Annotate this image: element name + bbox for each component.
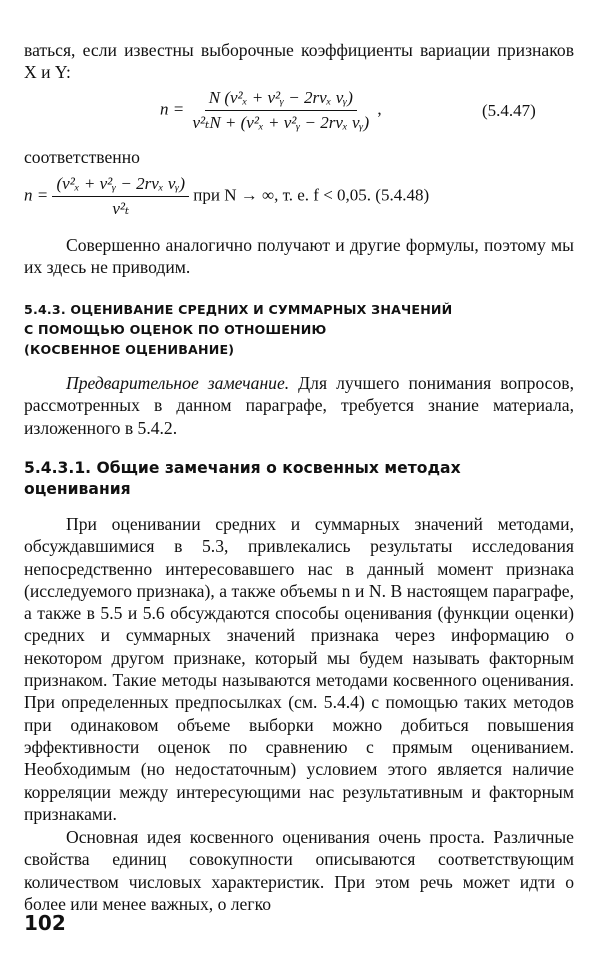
page-number: 102 <box>24 911 66 935</box>
equation-comma: , <box>377 99 382 119</box>
equation-lhs: n = <box>24 185 49 205</box>
equation-fraction <box>188 88 373 133</box>
equation-fraction <box>52 174 189 219</box>
equation-number: (5.4.48) <box>375 185 430 205</box>
remark-text: Для лучшего понимания вопросов, рассмотренных в данном параграфе, требуется знание материала, изложенного в 5.4.2. <box>24 373 574 438</box>
section-heading <box>24 300 544 360</box>
between-text: соответственно <box>24 147 140 167</box>
equation-5-4-48 <box>24 174 429 219</box>
subsection-heading-line: оценивания <box>24 480 131 498</box>
equation-5-4-47 <box>160 88 382 133</box>
equation-numerator: N (v²ₓ + v²ᵧ − 2rvₓ vᵧ) <box>205 88 357 111</box>
equation-number: (5.4.47) <box>482 101 536 120</box>
remark-paragraph <box>24 372 574 439</box>
equation-denominator: v²ₜN + (v²ₓ + v²ᵧ − 2rvₓ vᵧ) <box>192 113 370 132</box>
section-heading-line: (КОСВЕННОЕ ОЦЕНИВАНИЕ) <box>24 342 235 357</box>
subsection-heading-line: 5.4.3.1. Общие замечания о косвенных методах <box>24 459 461 477</box>
top-paragraph: ваться, если известны выборочные коэффициенты вариации признаков X и Y: <box>24 40 574 83</box>
body-paragraph-1: При оценивании средних и суммарных значений методами, обсуждавшимися в 5.3, привлекались результаты исследования непосредственно интересовавшего нас в данный момент признака (исследуемого признака), а также объемы n и N. В настоящем параграфе, а также в 5.5 и 5.6 обсуждаются способы оценивания (функции оценки) средних и суммарных значений признака через информацию о некотором другом признаке, который мы будем называть факторным признаком. Такие методы называются методами косвенного оценивания. При определенных предпосылках (см. 5.4.4) с помощью таких методов при одинаковом объеме выборки можно добиться повышения эффективности оценок по сравнению с прямым оцениванием. Необходимым (но недостаточным) условием этого является наличие корреляции между интересующими нас результативным и факторным признаками. <box>24 514 574 824</box>
body-paragraph-2: Основная идея косвенного оценивания очень проста. Различные свойства единиц совокупности описываются соответствующим количеством числовых характеристик. При этом речь может идти о более или менее важных, о легко <box>24 827 574 914</box>
after-equation-paragraph: Совершенно аналогично получают и другие формулы, поэтому мы их здесь не приводим. <box>24 235 574 278</box>
section-heading-line: 5.4.3. ОЦЕНИВАНИЕ СРЕДНИХ И СУММАРНЫХ ЗНАЧЕНИЙ <box>24 302 453 317</box>
equation-denominator: v²ₜ <box>112 199 130 218</box>
subsection-heading <box>24 458 564 500</box>
equation-numerator: (v²ₓ + v²ᵧ − 2rvₓ vᵧ) <box>52 174 189 197</box>
equation-condition: при N → ∞, т. е. f < 0,05. <box>193 185 372 205</box>
section-heading-line: С ПОМОЩЬЮ ОЦЕНОК ПО ОТНОШЕНИЮ <box>24 322 327 337</box>
equation-lhs: n = <box>160 99 185 119</box>
remark-lead: Предварительное замечание. <box>66 373 290 393</box>
